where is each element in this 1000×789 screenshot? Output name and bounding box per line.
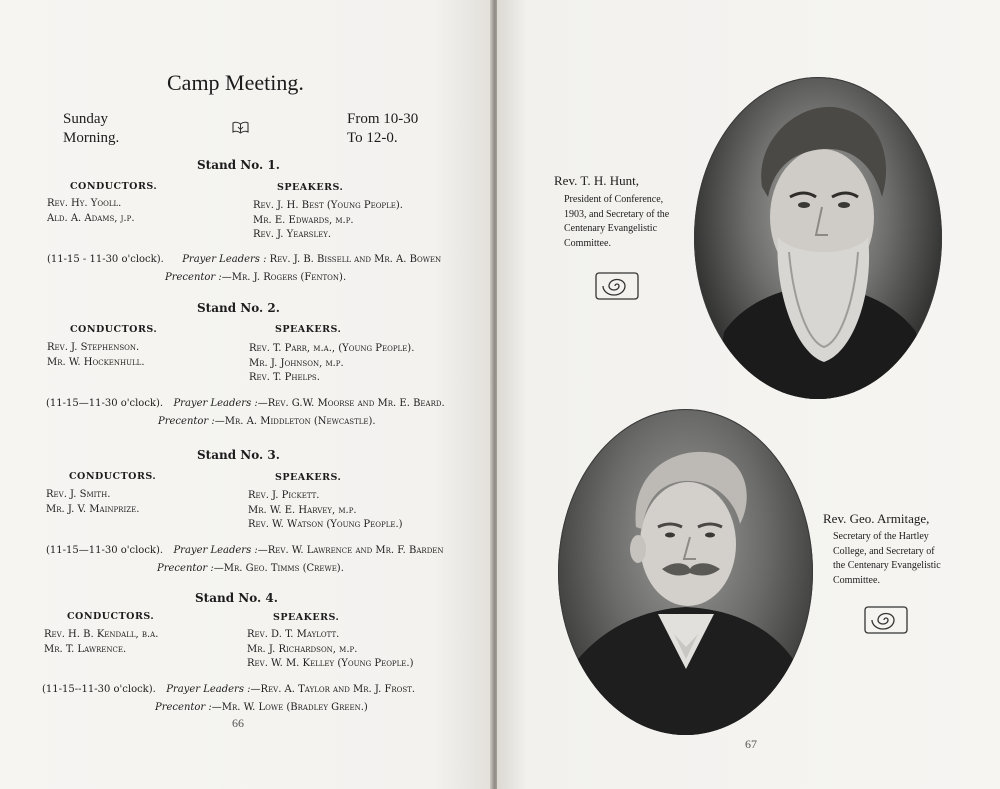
- list-item: Rev. Hy. Yooll.: [47, 198, 122, 209]
- stand-4-speakers-label: SPEAKERS.: [273, 612, 340, 623]
- list-item: Mr. J. Richardson, m.p.: [247, 643, 358, 655]
- list-item: Mr. T. Lawrence.: [44, 643, 127, 655]
- list-item: Rev. T. Phelps.: [249, 372, 320, 383]
- portrait-2-description: Secretary of the Hartley College, and Secretary of the Centenary Evangelistic Committee.: [833, 531, 941, 586]
- page-number-right: 67: [745, 737, 757, 751]
- stand-3-prayer-line: (11-15—11-30 o'clock). Prayer Leaders :—Rev. W. Lawrence and Mr. F. Barden: [46, 545, 444, 556]
- list-item: Rev. J. Yearsley.: [253, 229, 332, 240]
- portrait-1-name: Rev. T. H. Hunt,: [554, 173, 639, 188]
- stand-1-conductors-label: CONDUCTORS.: [70, 181, 158, 192]
- list-item: Ald. A. Adams, j.p.: [47, 212, 135, 224]
- stand-3-conductors: [46, 488, 139, 517]
- stand-2-conductors-label: CONDUCTORS.: [70, 324, 158, 335]
- stand-4-title: Stand No. 4.: [195, 591, 278, 605]
- stand-1-speakers-label: SPEAKERS.: [277, 182, 344, 193]
- stand-2-conductors: [47, 341, 145, 370]
- list-item: Rev. D. T. Maylott.: [247, 629, 340, 640]
- portrait-armitage: [558, 409, 813, 735]
- portrait-2-name: Rev. Geo. Armitage,: [823, 511, 930, 526]
- stand-1-precentor-line: Precentor :—Mr. J. Rogers (Fenton).: [165, 272, 347, 283]
- stand-4-prayer-line: (11-15--11-30 o'clock). Prayer Leaders :—Rev. A. Taylor and Mr. J. Frost.: [42, 684, 416, 695]
- stand-2-title: Stand No. 2.: [197, 301, 280, 315]
- list-item: Rev. H. B. Kendall, b.a.: [44, 629, 159, 640]
- book-ornament-icon: [232, 121, 249, 135]
- page-number-left: 66: [232, 716, 244, 730]
- list-item: Mr. W. E. Harvey, m.p.: [248, 504, 357, 516]
- list-item: Mr. J. Johnson, m.p.: [249, 357, 344, 369]
- stand-2-speakers-label: SPEAKERS.: [275, 324, 342, 335]
- portrait-armitage-figure: [558, 409, 813, 735]
- portrait-hunt-figure: [694, 77, 942, 399]
- list-item: Rev. J. Smith.: [46, 489, 111, 500]
- list-item: Rev. J. Stephenson.: [47, 342, 140, 353]
- stand-4-conductors: [44, 628, 158, 657]
- stand-3-precentor-line: Precentor :—Mr. Geo. Timms (Crewe).: [157, 563, 344, 574]
- stand-3-title: Stand No. 3.: [197, 448, 280, 462]
- list-item: Rev. W. M. Kelley (Young People.): [247, 658, 414, 669]
- stand-4-conductors-label: CONDUCTORS.: [67, 611, 155, 622]
- list-item: Rev. J. H. Best (Young People).: [253, 200, 403, 211]
- stand-1-title: Stand No. 1.: [197, 158, 280, 172]
- list-item: Mr. E. Edwards, m.p.: [253, 214, 354, 226]
- list-item: Mr. J. V. Mainprize.: [46, 503, 140, 515]
- right-page: [497, 0, 1000, 789]
- stand-1-prayer-line: (11-15 - 11-30 o'clock). Prayer Leaders : Rev. J. B. Bissell and Mr. A. Bowen: [47, 254, 442, 265]
- stand-2-speakers: [249, 342, 414, 386]
- list-item: Rev. T. Parr, m.a., (Young People).: [249, 343, 415, 354]
- stand-2-prayer-line: (11-15—11-30 o'clock). Prayer Leaders :—Rev. G.W. Moorse and Mr. E. Beard.: [46, 398, 445, 409]
- portrait-hunt: [694, 77, 942, 399]
- list-item: Mr. W. Hockenhull.: [47, 356, 145, 368]
- list-item: Rev. W. Watson (Young People.): [248, 519, 403, 530]
- spiral-ornament-icon: [595, 272, 639, 300]
- stand-3-speakers: [248, 489, 403, 533]
- day-label: Sunday Morning.: [63, 111, 120, 146]
- spiral-ornament-icon: [864, 606, 908, 634]
- stand-1-speakers: [253, 199, 403, 243]
- page-title: Camp Meeting.: [167, 70, 304, 95]
- left-page: [0, 0, 493, 789]
- stand-3-conductors-label: CONDUCTORS.: [69, 471, 157, 482]
- stand-4-speakers: [247, 628, 414, 672]
- portrait-1-description: President of Conference, 1903, and Secretary of the Centenary Evangelistic Committee.: [564, 194, 670, 249]
- stand-1-conductors: [47, 197, 135, 226]
- stand-3-speakers-label: SPEAKERS.: [275, 472, 342, 483]
- list-item: Rev. J. Pickett.: [248, 490, 320, 501]
- stand-2-precentor-line: Precentor :—Mr. A. Middleton (Newcastle).: [158, 416, 376, 427]
- stand-4-precentor-line: Precentor :—Mr. W. Lowe (Bradley Green.): [155, 702, 368, 713]
- time-label: From 10-30 To 12-0.: [347, 111, 419, 146]
